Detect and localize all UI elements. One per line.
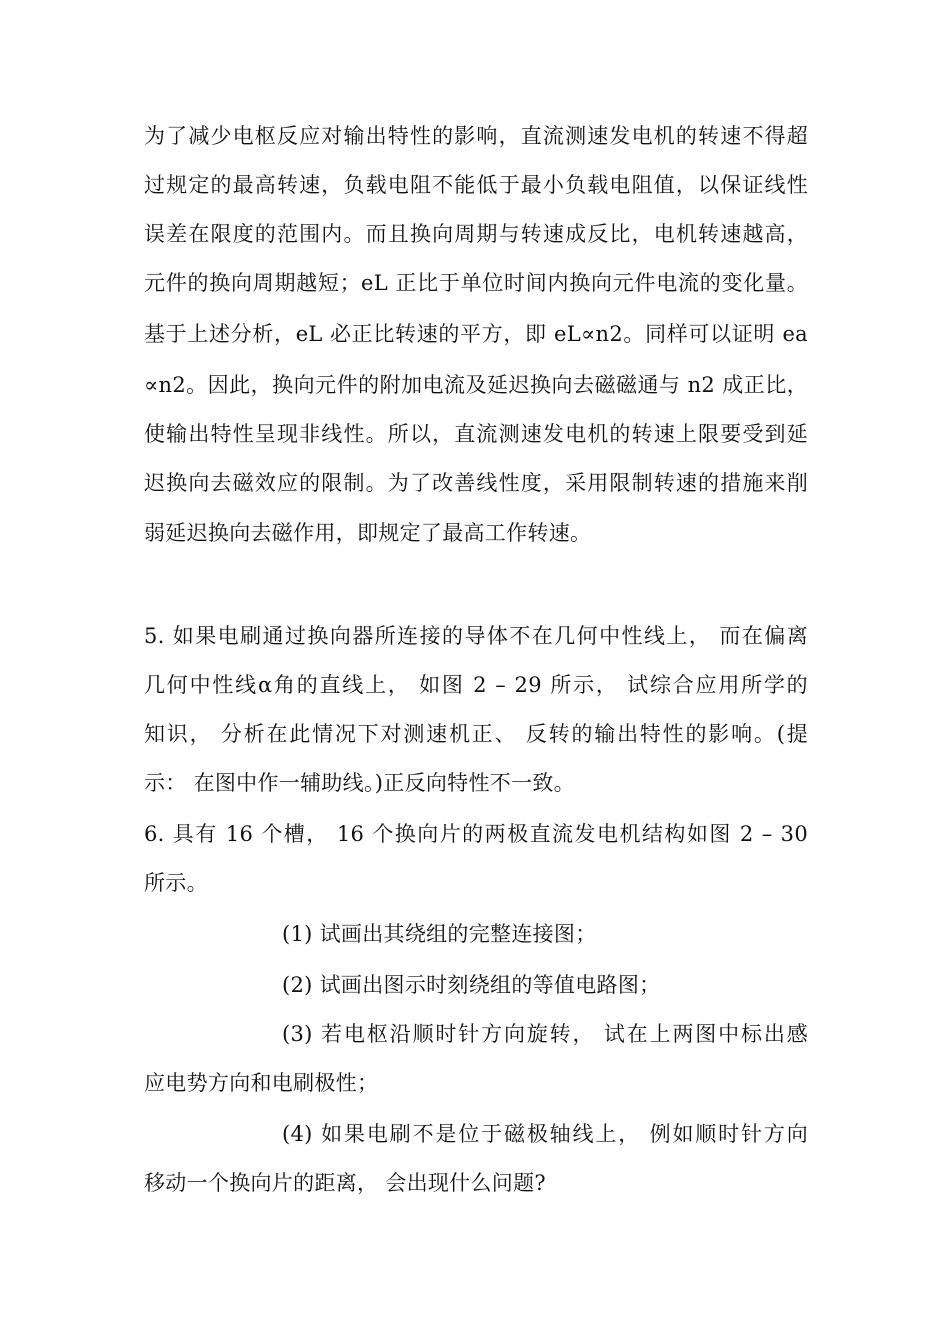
sub-item-4-line-2: 移动一个换向片的距离， 会出现什么问题? xyxy=(144,1171,546,1195)
paragraph-1-line-9: 弱延迟换向去磁作用，即规定了最高工作转速。 xyxy=(144,521,592,545)
paragraph-1-line-8: 迟换向去磁效应的限制。为了改善线性度，采用限制转速的措施来削 xyxy=(144,471,808,495)
paragraph-1-line-4: 元件的换向周期越短；eL 正比于单位时间内换向元件电流的变化量。 xyxy=(144,271,808,295)
question-5-line-4: 示： 在图中作一辅助线。)正反向特性不一致。 xyxy=(144,771,575,795)
sub-item-3-line-2: 应电势方向和电刷极性； xyxy=(144,1071,379,1095)
question-5-line-1: 5. 如果电刷通过换向器所连接的导体不在几何中性线上， 而在偏离 xyxy=(144,624,808,648)
question-5-line-2: 几何中性线α角的直线上， 如图 2 – 29 所示， 试综合应用所学的 xyxy=(144,673,808,697)
question-6-line-2: 所示。 xyxy=(144,871,208,895)
paragraph-1-line-6: ∝n2。因此，换向元件的附加电流及延迟换向去磁磁通与 n2 成正比， xyxy=(144,373,808,397)
sub-item-2: (2) 试画出图示时刻绕组的等值电路图； xyxy=(282,973,661,997)
paragraph-1-line-7: 使输出特性呈现非线性。所以，直流测速发电机的转速上限要受到延 xyxy=(144,422,808,446)
sub-item-3-line-1: (3) 若电枢沿顺时针方向旋转， 试在上两图中标出感 xyxy=(282,1022,808,1046)
paragraph-1-line-1: 为了减少电枢反应对输出特性的影响，直流测速发电机的转速不得超 xyxy=(144,124,808,148)
question-5-line-3: 知识， 分析在此情况下对测速机正、 反转的输出特性的影响。(提 xyxy=(144,722,808,746)
sub-item-4-line-1: (4) 如果电刷不是位于磁极轴线上， 例如顺时针方向 xyxy=(282,1122,808,1146)
paragraph-1-line-2: 过规定的最高转速，负载电阻不能低于最小负载电阻值，以保证线性 xyxy=(144,173,808,197)
paragraph-1-line-3: 误差在限度的范围内。而且换向周期与转速成反比，电机转速越高， xyxy=(144,222,808,246)
question-6-line-1: 6. 具有 16 个槽， 16 个换向片的两极直流发电机结构如图 2 – 30 xyxy=(144,822,808,846)
sub-item-1: (1) 试画出其绕组的完整连接图； xyxy=(282,922,597,946)
paragraph-1-line-5: 基于上述分析，eL 必正比转速的平方，即 eL∝n2。同样可以证明 ea xyxy=(144,322,808,346)
